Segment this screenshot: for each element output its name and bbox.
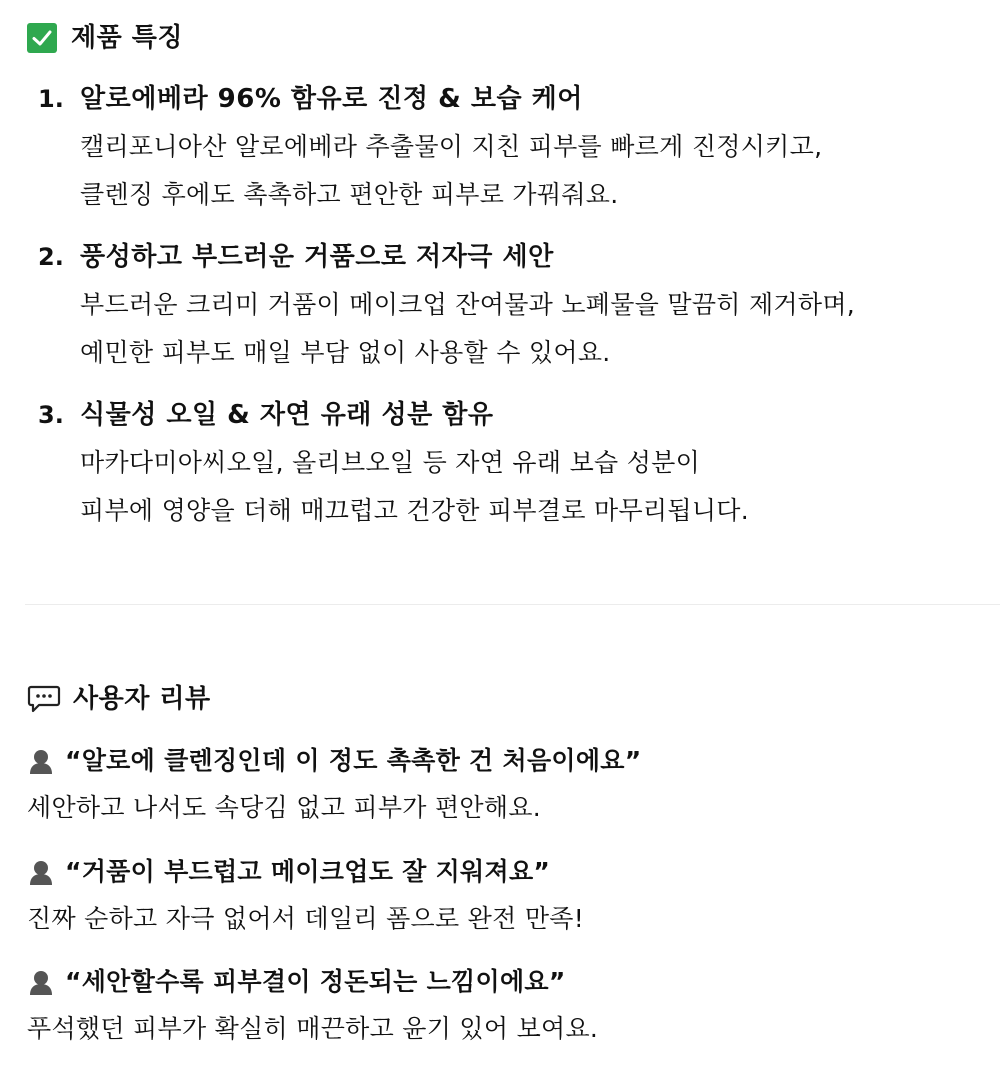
review-quote-text: “알로에 클렌징인데 이 정도 촉촉한 건 처음이에요” <box>65 746 642 775</box>
review-quote-text: “세안할수록 피부결이 정돈되는 느낌이에요” <box>65 967 566 996</box>
user-silhouette-icon <box>27 968 55 996</box>
section-divider <box>25 604 1000 605</box>
feature-number: 1. <box>38 85 64 113</box>
reviews-heading <box>27 684 211 714</box>
review-quote <box>27 857 550 887</box>
feature-description-line: 클렌징 후에도 촉촉하고 편안한 피부로 가꿔줘요. <box>80 180 619 209</box>
check-mark-button-icon <box>27 23 57 53</box>
feature-title: 풍성하고 부드러운 거품으로 저자극 세안 <box>80 242 554 272</box>
features-heading <box>27 23 183 53</box>
feature-description-line: 예민한 피부도 매일 부담 없이 사용할 수 있어요. <box>80 338 611 367</box>
review-quote <box>27 967 566 997</box>
feature-description-line: 마카다미아씨오일, 올리브오일 등 자연 유래 보습 성분이 <box>80 448 701 477</box>
feature-title: 식물성 오일 & 자연 유래 성분 함유 <box>80 400 494 430</box>
reviews-heading-label: 사용자 리뷰 <box>73 684 211 714</box>
user-silhouette-icon <box>27 747 55 775</box>
feature-description-line: 부드러운 크리미 거품이 메이크업 잔여물과 노폐물을 말끔히 제거하며, <box>80 290 856 319</box>
speech-bubble-icon <box>27 684 61 714</box>
feature-description-line: 피부에 영양을 더해 매끄럽고 건강한 피부결로 마무리됩니다. <box>80 496 749 525</box>
review-body: 세안하고 나서도 속당김 없고 피부가 편안해요. <box>27 793 542 822</box>
feature-title: 알로에베라 96% 함유로 진정 & 보습 케어 <box>80 84 583 114</box>
feature-description-line: 캘리포니아산 알로에베라 추출물이 지친 피부를 빠르게 진정시키고, <box>80 132 823 161</box>
review-body: 진짜 순하고 자극 없어서 데일리 폼으로 완전 만족! <box>27 904 585 933</box>
features-heading-label: 제품 특징 <box>71 23 184 53</box>
review-quote-text: “거품이 부드럽고 메이크업도 잘 지워져요” <box>65 857 551 886</box>
feature-number: 3. <box>38 401 64 429</box>
review-body: 푸석했던 피부가 확실히 매끈하고 윤기 있어 보여요. <box>27 1014 599 1043</box>
user-silhouette-icon <box>27 858 55 886</box>
feature-number: 2. <box>38 243 64 271</box>
review-quote <box>27 746 641 776</box>
